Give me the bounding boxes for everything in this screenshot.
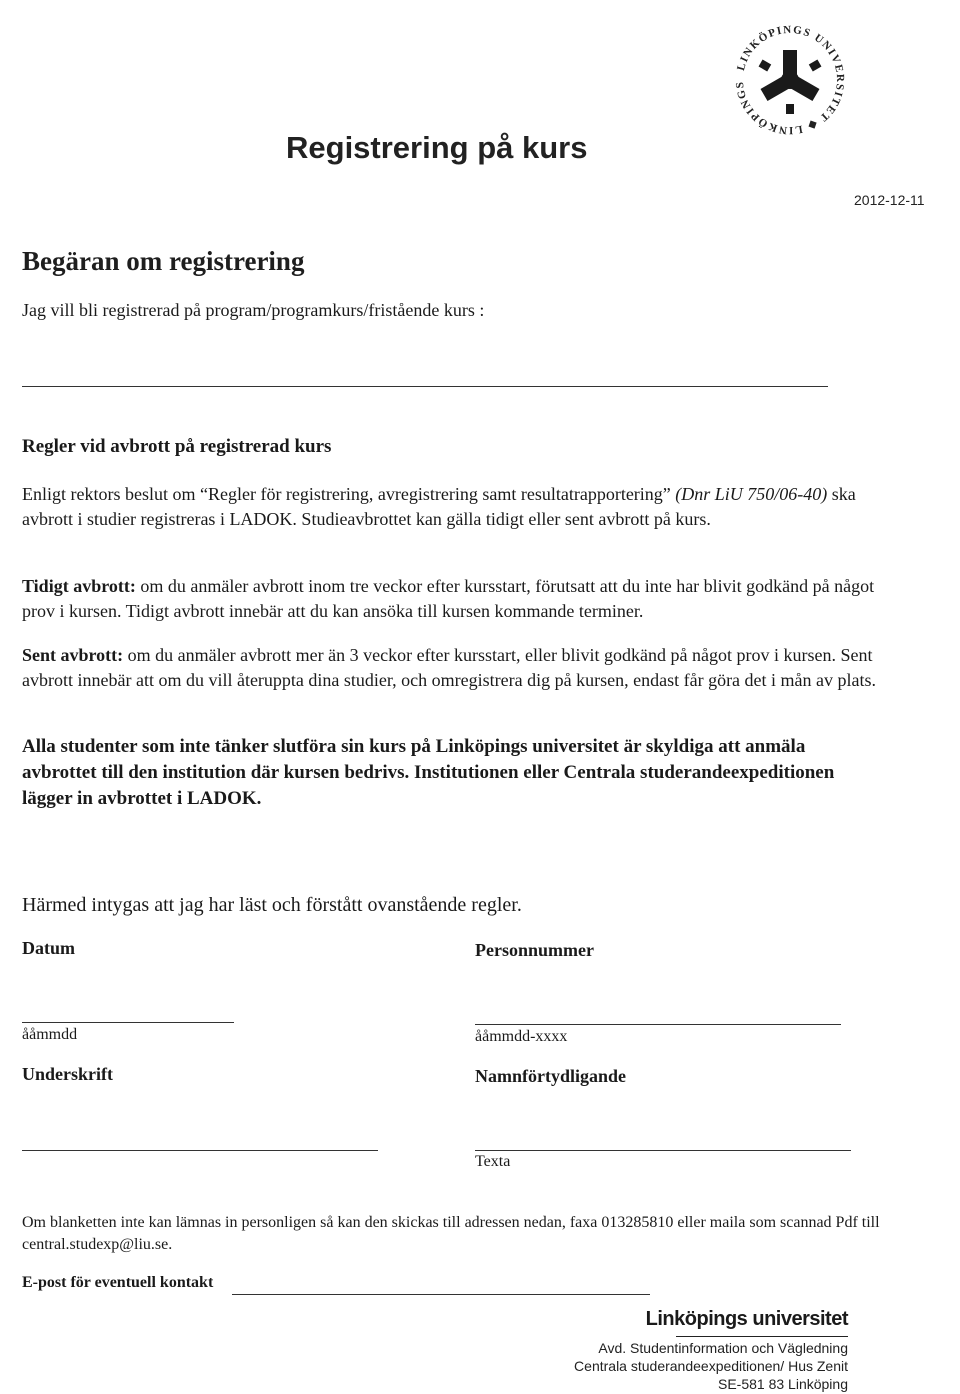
name-clarification-hint: Texta	[475, 1153, 511, 1170]
address-line-1: Avd. Studentinformation och Vägledning	[598, 1340, 848, 1356]
signature-label: Underskrift	[22, 1064, 113, 1084]
personnummer-label: Personnummer	[475, 940, 594, 960]
notice-text: Alla studenter som inte tänker slutföra sin kurs på Linköpings universitet är skyldiga att anmäla avbrottet till den institution där kursen bedrivs. Institutionen eller Centrala studerandeexpeditionen lägger in avbrottet i LADOK.	[22, 736, 835, 809]
course-input-line[interactable]	[22, 386, 828, 387]
svg-text:LINKÖPINGS UNIVERSITET ◆ LINKÖ: LINKÖPINGS UNIVERSITET ◆ LINKÖPINGS	[733, 23, 847, 137]
date-hint: ååmmdd	[22, 1026, 78, 1043]
personnummer-input-line[interactable]	[475, 1024, 841, 1025]
attestation-text: Härmed intygas att jag har läst och förstått ovanstående regler.	[22, 894, 522, 916]
document-date: 2012-12-11	[854, 192, 925, 208]
late-cancellation-label: Sent avbrott:	[22, 645, 124, 665]
rules-intro-part2: ska avbrott i studier registreras i LADOK. Studieavbrottet kan gälla tidigt eller sent avbrott på kurs.	[22, 484, 856, 529]
name-clarification-label: Namnförtydligande	[475, 1066, 627, 1086]
date-input-line[interactable]	[22, 1022, 234, 1023]
page-title: Registrering på kurs	[286, 130, 588, 165]
late-cancellation-text: om du anmäler avbrott mer än 3 veckor efter kursstart, eller blivit godkänd på något prov i kursen. Sent avbrott innebär att om du vill återuppta dina studier, och omregistrera dig på kursen, endast får göra det i mån av plats.	[22, 645, 877, 690]
personnummer-hint: ååmmdd-xxxx	[475, 1028, 568, 1045]
request-heading: Begäran om registrering	[22, 246, 305, 276]
name-clarification-input-line[interactable]	[475, 1150, 851, 1151]
early-cancellation	[22, 574, 902, 624]
early-cancellation-text: om du anmäler avbrott inom tre veckor efter kursstart, förutsatt att du inte har blivit godkänd på något prov i kursen. Tidigt avbrott innebär att du kan ansöka till kursen kommande terminer.	[22, 576, 875, 621]
submission-note: Om blanketten inte kan lämnas in personligen så kan den skickas till adressen nedan, faxa 013285810 eller maila som scannad Pdf till central.studexp@liu.se.	[22, 1214, 880, 1253]
signature-input-line[interactable]	[22, 1150, 378, 1151]
university-divider	[676, 1336, 848, 1337]
early-cancellation-label: Tidigt avbrott:	[22, 576, 136, 596]
rules-heading: Regler vid avbrott på registrerad kurs	[22, 436, 332, 457]
contact-email-input-line[interactable]	[232, 1294, 650, 1295]
rules-intro-part1: Enligt rektors beslut om “Regler för registrering, avregistrering samt resultatrapportering”	[22, 484, 676, 504]
rules-reference: (Dnr LiU 750/06-40)	[675, 484, 828, 504]
late-cancellation	[22, 643, 902, 693]
university-name: Linköpings universitet	[645, 1308, 848, 1330]
address-line-2: Centrala studerandeexpeditionen/ Hus Zenit	[574, 1358, 848, 1374]
rules-intro	[22, 482, 902, 532]
request-text: Jag vill bli registrerad på program/programkurs/fristående kurs :	[22, 300, 485, 320]
contact-email-label: E-post för eventuell kontakt	[22, 1274, 214, 1291]
linkoping-university-seal-icon	[728, 18, 852, 142]
university-seal	[728, 18, 852, 142]
address-line-3: SE-581 83 Linköping	[718, 1376, 848, 1392]
date-label: Datum	[22, 938, 75, 958]
